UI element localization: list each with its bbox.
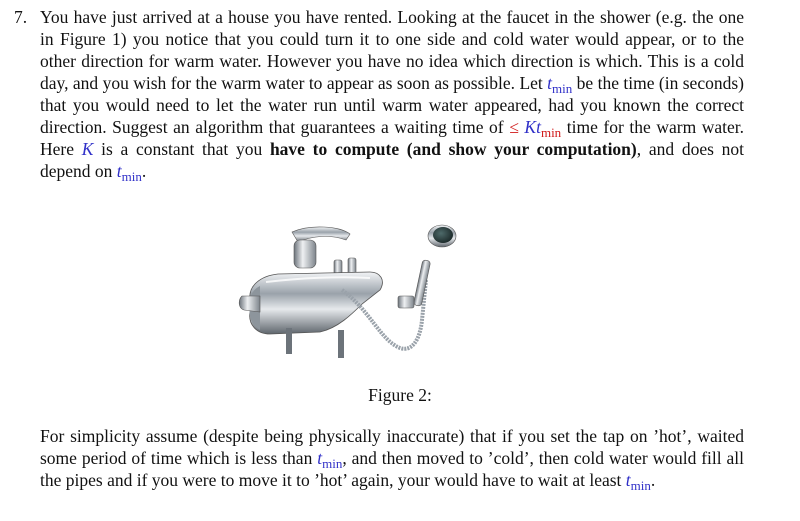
shower-head xyxy=(398,225,456,308)
period: . xyxy=(650,470,656,490)
t-min-variable: $t_{min}$ xyxy=(317,448,343,471)
period: . xyxy=(141,161,147,181)
t-min-variable: $t_{min}$ xyxy=(547,73,573,96)
figure-caption: Figure 2: xyxy=(368,385,432,405)
text-segment: , and does not depend on xyxy=(40,139,744,181)
faucet-body xyxy=(239,227,382,358)
k-variable: K xyxy=(81,139,94,159)
faucet-shower-figure xyxy=(230,220,460,360)
t-min-variable: $t_{min}$ xyxy=(536,117,562,140)
problem-number: 7. xyxy=(14,7,28,27)
problem-paragraph-1 xyxy=(40,6,744,182)
t-min-variable: $t_{min}$ xyxy=(116,161,142,184)
text-segment: time for the warm water. Here xyxy=(40,117,745,159)
problem-paragraph-2 xyxy=(40,425,744,491)
leq-symbol: ≤ xyxy=(509,117,519,137)
bold-instruction: have to compute (and show your computation) xyxy=(269,139,637,159)
text-segment: , and then moved to ’cold’, then cold water would fill all the pipes and if you were to move it to ’hot’ again, your would have to wait at least xyxy=(40,448,744,490)
text-segment: For simplicity assume (despite being physically inaccurate) that if you set the tap on ’hot’, waited some period of time which is less than xyxy=(40,426,744,468)
t-min-variable: $t_{min}$ xyxy=(625,470,651,493)
text-segment: is a constant that you xyxy=(93,139,270,159)
text-segment: You have just arrived at a house you have rented. Looking at the faucet in the shower (e.g. the one in Figure 1) you notice that you could turn it to one side and cold water would appear, or to the other direction for warm water. However you have no idea which direction is which. This is a cold day, and you wish for the warm water to appear as soon as possible. Let xyxy=(40,7,744,93)
k-variable: K xyxy=(524,117,537,137)
text-segment: be the time (in seconds) that you would need to let the water run until warm water appeared, had you known the correct direction. Suggest an algorithm that guarantees a waiting time of xyxy=(40,73,744,137)
